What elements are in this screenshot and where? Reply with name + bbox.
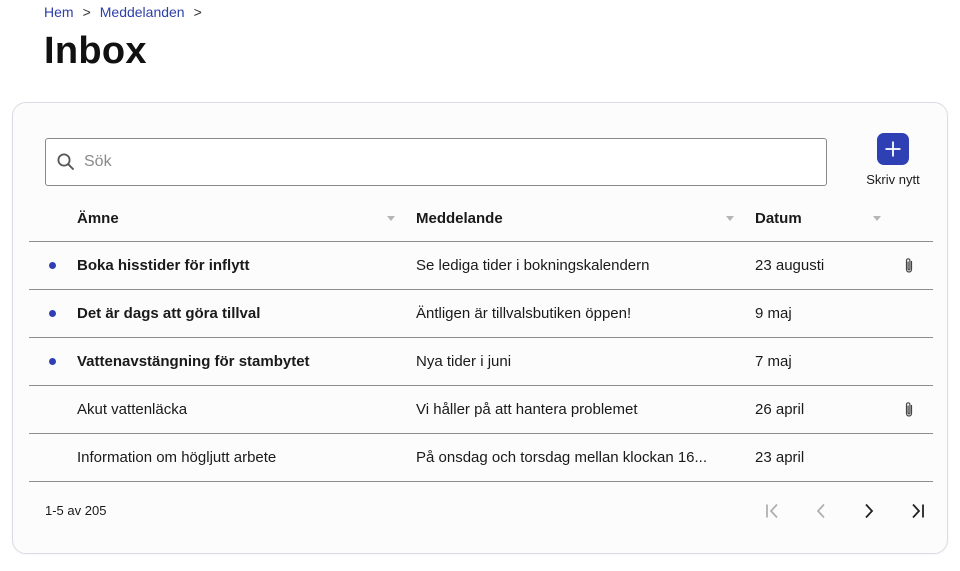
row-message: Se lediga tider i bokningskalendern	[416, 257, 650, 274]
next-page-button[interactable]	[845, 499, 893, 523]
row-date: 26 april	[755, 401, 805, 418]
last-page-button[interactable]	[893, 499, 941, 523]
unread-dot-icon	[49, 310, 56, 317]
table-row[interactable]	[29, 338, 933, 386]
column-header-date[interactable]: Datum	[755, 210, 802, 227]
row-subject: Boka hisstider för inflytt	[77, 257, 250, 274]
row-message: På onsdag och torsdag mellan klockan 16...	[416, 449, 708, 466]
first-page-icon[interactable]	[763, 501, 783, 521]
previous-page-button[interactable]	[797, 499, 845, 523]
plus-icon[interactable]	[877, 133, 909, 165]
breadcrumb-separator: >	[82, 4, 91, 20]
column-header-subject[interactable]: Ämne	[77, 210, 119, 227]
table-row[interactable]	[29, 434, 933, 482]
row-date: 23 april	[755, 449, 805, 466]
paperclip-icon	[899, 386, 919, 433]
sort-caret-icon[interactable]	[387, 216, 395, 221]
sort-caret-icon[interactable]	[873, 216, 881, 221]
column-header-message[interactable]: Meddelande	[416, 210, 503, 227]
breadcrumb-messages-link[interactable]: Meddelanden	[99, 4, 185, 20]
chevron-left-icon[interactable]	[811, 501, 831, 521]
table-row[interactable]	[29, 290, 933, 338]
unread-dot-icon	[49, 358, 56, 365]
table-row[interactable]	[29, 386, 933, 434]
last-page-icon[interactable]	[907, 501, 927, 521]
breadcrumb-separator: >	[193, 4, 202, 20]
row-subject: Vattenavstängning för stambytet	[77, 353, 310, 370]
pagination-range: 1-5 av 205	[45, 503, 107, 518]
row-message: Äntligen är tillvalsbutiken öppen!	[416, 305, 632, 322]
chevron-right-icon[interactable]	[859, 501, 879, 521]
first-page-button[interactable]	[749, 499, 797, 523]
pagination	[749, 499, 941, 523]
inbox-card	[12, 102, 948, 554]
row-subject: Information om högljutt arbete	[77, 449, 277, 466]
message-table	[29, 195, 933, 482]
row-message: Vi håller på att hantera problemet	[416, 401, 638, 418]
row-date: 9 maj	[755, 305, 792, 322]
table-row[interactable]	[29, 242, 933, 290]
search-icon	[56, 152, 76, 172]
row-message: Nya tider i juni	[416, 353, 512, 370]
compose-button[interactable]	[853, 133, 933, 187]
table-header	[29, 195, 933, 242]
row-subject: Det är dags att göra tillval	[77, 305, 261, 322]
page-title: Inbox	[44, 30, 147, 72]
row-subject: Akut vattenläcka	[77, 401, 188, 418]
breadcrumb-home-link[interactable]: Hem	[44, 4, 74, 20]
row-date: 23 augusti	[755, 257, 825, 274]
unread-dot-icon	[49, 262, 56, 269]
search-box	[45, 138, 827, 186]
row-date: 7 maj	[755, 353, 792, 370]
paperclip-icon	[899, 242, 919, 289]
compose-label[interactable]: Skriv nytt	[866, 172, 920, 187]
search-input[interactable]	[84, 153, 784, 171]
sort-caret-icon[interactable]	[726, 216, 734, 221]
breadcrumb	[44, 4, 211, 20]
